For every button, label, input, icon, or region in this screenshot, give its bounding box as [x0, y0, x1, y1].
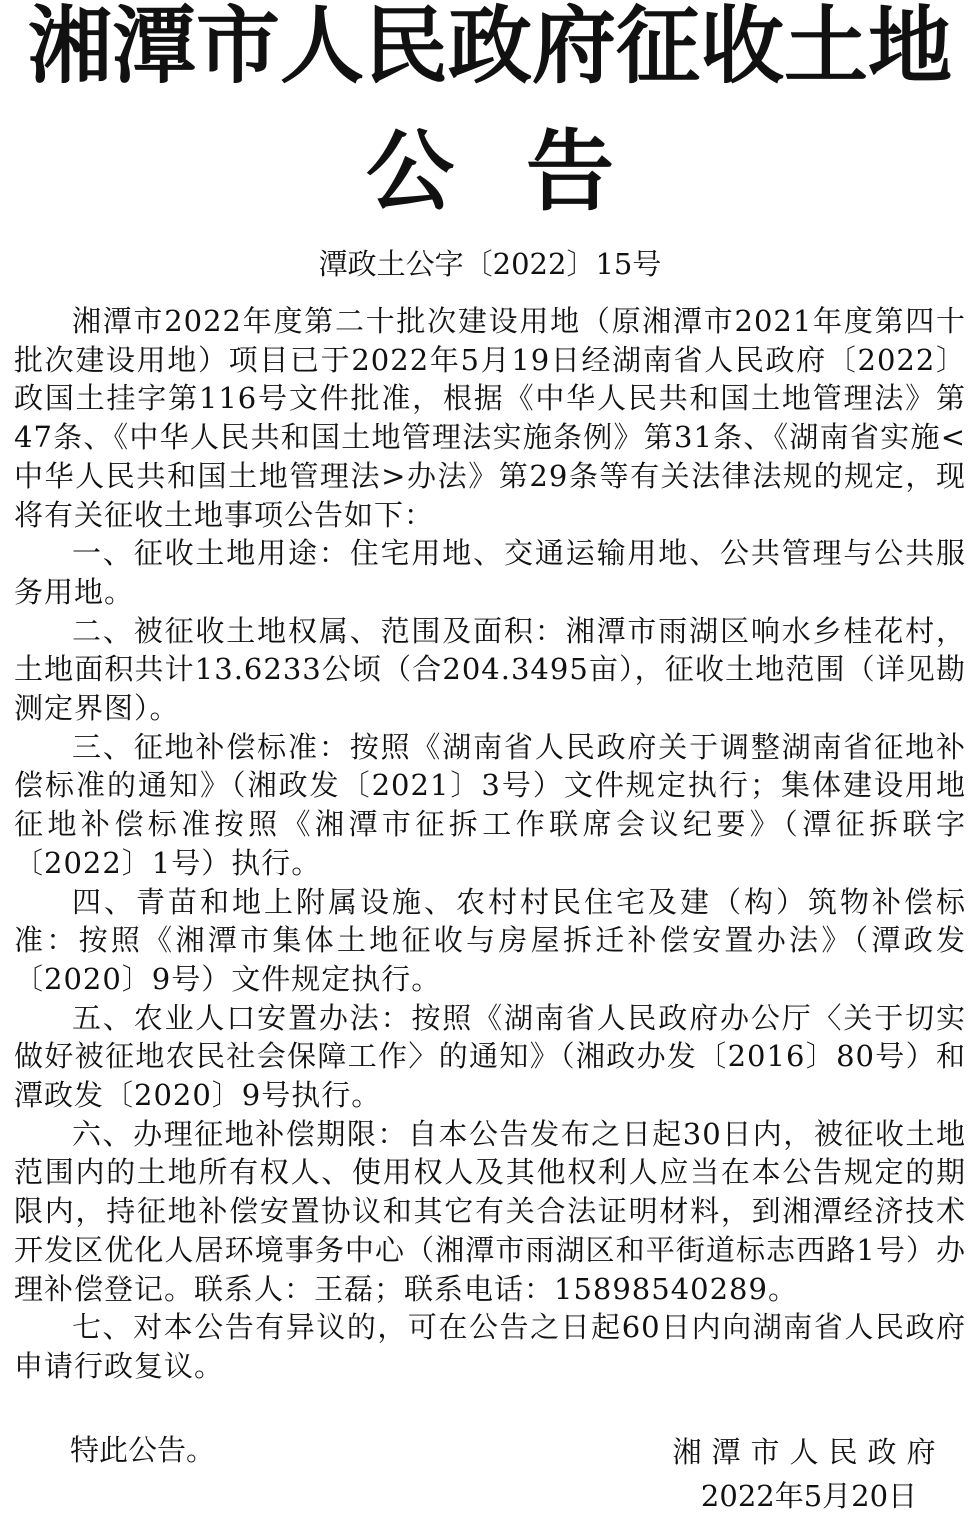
notice-title: 湘潭市人民政府征收土地 — [27, 0, 952, 95]
item-land-ownership-area: 二、被征收土地权属、范围及面积：湘潭市雨湖区响水乡桂花村，土地面积共计13.6233公顷（合204.3495亩），征收土地范围（详见勘测定界图）。 — [14, 613, 966, 726]
item-resettlement: 五、农业人口安置办法：按照《湖南省人民政府办公厅〈关于切实做好被征地农民社会保障工作〉的通知》（湘政办发〔2016〕80号）和潭政发〔2020〕9号执行。 — [14, 1000, 966, 1113]
notice-page — [14, 0, 966, 1540]
item-compensation-standard: 三、征地补偿标准：按照《湖南省人民政府关于调整湖南省征地补偿标准的通知》（湘政发〔2021〕3号）文件规定执行；集体建设用地征地补偿标准按照《湘潭市征拆工作联席会议纪要》（潭征拆联字〔2022〕1号）执行。 — [14, 729, 966, 880]
item-land-use: 一、征收土地用途：住宅用地、交通运输用地、公共管理与公共服务用地。 — [14, 536, 966, 609]
closing-text: 特此公告。 — [70, 1433, 216, 1467]
intro-paragraph: 湘潭市2022年度第二十批次建设用地（原湘潭市2021年度第四十批次建设用地）项目已于2022年5月19日经湖南省人民政府〔2022〕政国土挂字第116号文件批准，根据《中华人民共和国土地管理法》第47条、《中华人民共和国土地管理法实施条例》第31条、《湖南省实施<中华人民共和国土地管理法>办法》第29条等有关法律法规的规定，现将有关征收土地事项公告如下： — [14, 304, 966, 532]
notice-body — [14, 302, 966, 1386]
item-crops-buildings-compensation: 四、青苗和地上附属设施、农村村民住宅及建（构）筑物补偿标准：按照《湘潭市集体土地征收与房屋拆迁补偿安置办法》（潭政发〔2020〕9号）文件规定执行。 — [14, 884, 966, 996]
issue-date: 2022年5月20日 — [700, 1479, 918, 1513]
document-number: 潭政土公字〔2022〕15号 — [318, 247, 662, 281]
notice-title-subtitle: 公告 — [365, 120, 686, 223]
item-registration-deadline: 六、办理征地补偿期限：自本公告发布之日起30日内，被征收土地范围内的土地所有权人、使用权人及其他权利人应当在本公告规定的期限内，持征地补偿安置协议和其它有关合法证明材料，到湘潭经济技术开发区优化人居环境事务中心（湘潭市雨湖区和平街道标志西路1号）办理补偿登记。联系人：王磊；联系电话：15898540289。 — [14, 1116, 966, 1306]
item-objection: 七、对本公告有异议的，可在公告之日起60日内向湖南省人民政府申请行政复议。 — [14, 1310, 966, 1383]
issuer-signature: 湘潭市人民政府 — [672, 1435, 946, 1469]
